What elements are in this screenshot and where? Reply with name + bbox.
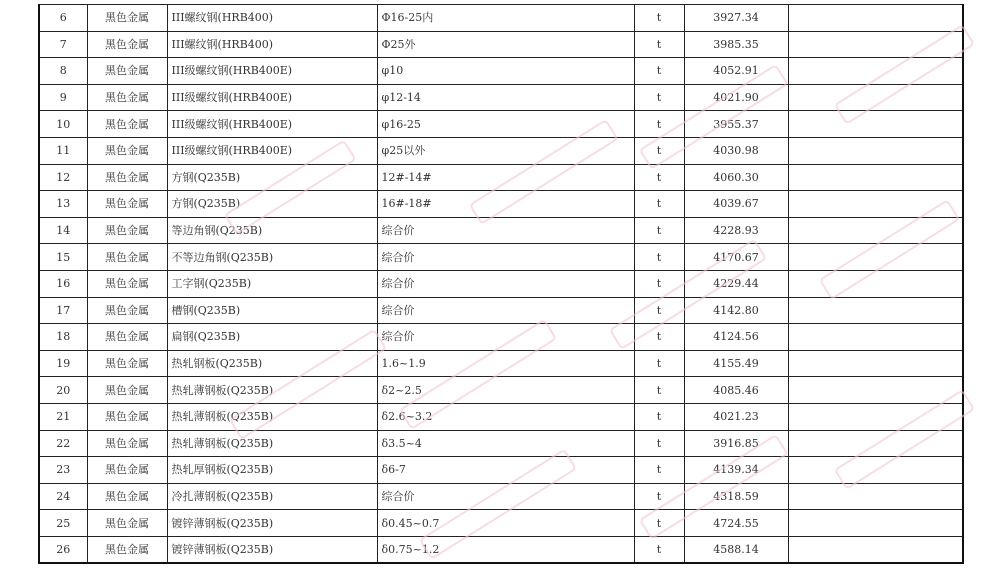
unit-cell: t bbox=[634, 350, 684, 377]
category-cell: 黑色金属 bbox=[87, 403, 167, 430]
category-cell: 黑色金属 bbox=[87, 297, 167, 324]
table-row bbox=[39, 244, 963, 271]
category-cell: 黑色金属 bbox=[87, 217, 167, 244]
material-name-cell: 不等边角钢(Q235B) bbox=[167, 244, 377, 271]
note-cell bbox=[788, 111, 963, 138]
price-cell: 4229.44 bbox=[684, 270, 788, 297]
note-cell bbox=[788, 5, 963, 32]
specification-cell: 综合价 bbox=[377, 324, 634, 351]
unit-cell: t bbox=[634, 536, 684, 563]
material-price-table bbox=[38, 4, 964, 564]
specification-cell: φ12-14 bbox=[377, 84, 634, 111]
price-cell: 4142.80 bbox=[684, 297, 788, 324]
specification-cell: 16#-18# bbox=[377, 191, 634, 218]
unit-cell: t bbox=[634, 430, 684, 457]
row-number: 13 bbox=[39, 191, 87, 218]
unit-cell: t bbox=[634, 137, 684, 164]
material-name-cell: 等边角钢(Q235B) bbox=[167, 217, 377, 244]
note-cell bbox=[788, 270, 963, 297]
table-row bbox=[39, 31, 963, 58]
note-cell bbox=[788, 403, 963, 430]
category-cell: 黑色金属 bbox=[87, 430, 167, 457]
material-name-cell: 镀锌薄钢板(Q235B) bbox=[167, 536, 377, 563]
note-cell bbox=[788, 58, 963, 85]
row-number: 14 bbox=[39, 217, 87, 244]
category-cell: 黑色金属 bbox=[87, 457, 167, 484]
material-name-cell: 方钢(Q235B) bbox=[167, 191, 377, 218]
row-number: 8 bbox=[39, 58, 87, 85]
category-cell: 黑色金属 bbox=[87, 350, 167, 377]
unit-cell: t bbox=[634, 5, 684, 32]
row-number: 21 bbox=[39, 403, 87, 430]
note-cell bbox=[788, 191, 963, 218]
table-row bbox=[39, 191, 963, 218]
table-row bbox=[39, 430, 963, 457]
note-cell bbox=[788, 483, 963, 510]
row-number: 25 bbox=[39, 510, 87, 537]
unit-cell: t bbox=[634, 58, 684, 85]
table-row bbox=[39, 137, 963, 164]
category-cell: 黑色金属 bbox=[87, 58, 167, 85]
unit-cell: t bbox=[634, 191, 684, 218]
material-name-cell: 工字钢(Q235B) bbox=[167, 270, 377, 297]
unit-cell: t bbox=[634, 324, 684, 351]
row-number: 24 bbox=[39, 483, 87, 510]
price-cell: 4139.34 bbox=[684, 457, 788, 484]
specification-cell: Φ25外 bbox=[377, 31, 634, 58]
specification-cell: δ0.45~0.7 bbox=[377, 510, 634, 537]
specification-cell: φ10 bbox=[377, 58, 634, 85]
material-name-cell: 热轧薄钢板(Q235B) bbox=[167, 377, 377, 404]
note-cell bbox=[788, 324, 963, 351]
material-name-cell: III级螺纹钢(HRB400E) bbox=[167, 111, 377, 138]
specification-cell: 综合价 bbox=[377, 217, 634, 244]
row-number: 17 bbox=[39, 297, 87, 324]
material-name-cell: 镀锌薄钢板(Q235B) bbox=[167, 510, 377, 537]
price-cell: 4039.67 bbox=[684, 191, 788, 218]
row-number: 18 bbox=[39, 324, 87, 351]
material-name-cell: III级螺纹钢(HRB400E) bbox=[167, 84, 377, 111]
category-cell: 黑色金属 bbox=[87, 31, 167, 58]
table-row bbox=[39, 164, 963, 191]
unit-cell: t bbox=[634, 377, 684, 404]
material-name-cell: III螺纹钢(HRB400) bbox=[167, 5, 377, 32]
price-cell: 4724.55 bbox=[684, 510, 788, 537]
table-body bbox=[39, 5, 963, 564]
price-cell: 4021.90 bbox=[684, 84, 788, 111]
material-name-cell: 热轧薄钢板(Q235B) bbox=[167, 430, 377, 457]
note-cell bbox=[788, 164, 963, 191]
table-row bbox=[39, 297, 963, 324]
table-row bbox=[39, 403, 963, 430]
category-cell: 黑色金属 bbox=[87, 377, 167, 404]
specification-cell: 综合价 bbox=[377, 244, 634, 271]
row-number: 11 bbox=[39, 137, 87, 164]
category-cell: 黑色金属 bbox=[87, 270, 167, 297]
category-cell: 黑色金属 bbox=[87, 5, 167, 32]
unit-cell: t bbox=[634, 297, 684, 324]
unit-cell: t bbox=[634, 510, 684, 537]
price-cell: 4052.91 bbox=[684, 58, 788, 85]
unit-cell: t bbox=[634, 111, 684, 138]
unit-cell: t bbox=[634, 403, 684, 430]
table-row bbox=[39, 457, 963, 484]
price-cell: 4060.30 bbox=[684, 164, 788, 191]
price-cell: 3927.34 bbox=[684, 5, 788, 32]
specification-cell: δ6-7 bbox=[377, 457, 634, 484]
price-cell: 4228.93 bbox=[684, 217, 788, 244]
price-cell: 4124.56 bbox=[684, 324, 788, 351]
unit-cell: t bbox=[634, 84, 684, 111]
category-cell: 黑色金属 bbox=[87, 244, 167, 271]
row-number: 19 bbox=[39, 350, 87, 377]
note-cell bbox=[788, 457, 963, 484]
material-name-cell: III级螺纹钢(HRB400E) bbox=[167, 137, 377, 164]
unit-cell: t bbox=[634, 31, 684, 58]
row-number: 22 bbox=[39, 430, 87, 457]
note-cell bbox=[788, 350, 963, 377]
note-cell bbox=[788, 217, 963, 244]
row-number: 6 bbox=[39, 5, 87, 32]
price-cell: 3916.85 bbox=[684, 430, 788, 457]
specification-cell: 综合价 bbox=[377, 297, 634, 324]
row-number: 23 bbox=[39, 457, 87, 484]
note-cell bbox=[788, 84, 963, 111]
material-name-cell: 热轧钢板(Q235B) bbox=[167, 350, 377, 377]
note-cell bbox=[788, 377, 963, 404]
unit-cell: t bbox=[634, 244, 684, 271]
price-cell: 4170.67 bbox=[684, 244, 788, 271]
table-row bbox=[39, 5, 963, 32]
price-cell: 4588.14 bbox=[684, 536, 788, 563]
category-cell: 黑色金属 bbox=[87, 536, 167, 563]
specification-cell: δ2~2.5 bbox=[377, 377, 634, 404]
note-cell bbox=[788, 430, 963, 457]
material-name-cell: 槽钢(Q235B) bbox=[167, 297, 377, 324]
table-row bbox=[39, 84, 963, 111]
material-name-cell: 扁钢(Q235B) bbox=[167, 324, 377, 351]
category-cell: 黑色金属 bbox=[87, 483, 167, 510]
table-row bbox=[39, 58, 963, 85]
material-name-cell: 冷扎薄钢板(Q235B) bbox=[167, 483, 377, 510]
price-cell: 4030.98 bbox=[684, 137, 788, 164]
note-cell bbox=[788, 536, 963, 563]
price-cell: 4085.46 bbox=[684, 377, 788, 404]
row-number: 7 bbox=[39, 31, 87, 58]
material-name-cell: III级螺纹钢(HRB400E) bbox=[167, 58, 377, 85]
material-name-cell: 热轧厚钢板(Q235B) bbox=[167, 457, 377, 484]
material-name-cell: 热轧薄钢板(Q235B) bbox=[167, 403, 377, 430]
note-cell bbox=[788, 137, 963, 164]
specification-cell: φ25以外 bbox=[377, 137, 634, 164]
row-number: 15 bbox=[39, 244, 87, 271]
price-cell: 4318.59 bbox=[684, 483, 788, 510]
specification-cell: 1.6~1.9 bbox=[377, 350, 634, 377]
table-row bbox=[39, 377, 963, 404]
table-row bbox=[39, 270, 963, 297]
row-number: 10 bbox=[39, 111, 87, 138]
row-number: 16 bbox=[39, 270, 87, 297]
specification-cell: φ16-25 bbox=[377, 111, 634, 138]
row-number: 12 bbox=[39, 164, 87, 191]
note-cell bbox=[788, 510, 963, 537]
category-cell: 黑色金属 bbox=[87, 324, 167, 351]
category-cell: 黑色金属 bbox=[87, 111, 167, 138]
category-cell: 黑色金属 bbox=[87, 137, 167, 164]
row-number: 20 bbox=[39, 377, 87, 404]
table-row bbox=[39, 350, 963, 377]
unit-cell: t bbox=[634, 270, 684, 297]
unit-cell: t bbox=[634, 483, 684, 510]
specification-cell: 12#-14# bbox=[377, 164, 634, 191]
category-cell: 黑色金属 bbox=[87, 510, 167, 537]
unit-cell: t bbox=[634, 457, 684, 484]
material-name-cell: III螺纹钢(HRB400) bbox=[167, 31, 377, 58]
table-row bbox=[39, 324, 963, 351]
table-row bbox=[39, 111, 963, 138]
note-cell bbox=[788, 297, 963, 324]
specification-cell: δ0.75~1.2 bbox=[377, 536, 634, 563]
price-cell: 3955.37 bbox=[684, 111, 788, 138]
price-cell: 4021.23 bbox=[684, 403, 788, 430]
price-cell: 3985.35 bbox=[684, 31, 788, 58]
specification-cell: δ2.6~3.2 bbox=[377, 403, 634, 430]
note-cell bbox=[788, 244, 963, 271]
row-number: 9 bbox=[39, 84, 87, 111]
row-number: 26 bbox=[39, 536, 87, 563]
category-cell: 黑色金属 bbox=[87, 191, 167, 218]
note-cell bbox=[788, 31, 963, 58]
unit-cell: t bbox=[634, 164, 684, 191]
table-row bbox=[39, 483, 963, 510]
table-row bbox=[39, 536, 963, 563]
specification-cell: 综合价 bbox=[377, 270, 634, 297]
specification-cell: δ3.5~4 bbox=[377, 430, 634, 457]
material-name-cell: 方钢(Q235B) bbox=[167, 164, 377, 191]
category-cell: 黑色金属 bbox=[87, 164, 167, 191]
specification-cell: Φ16-25内 bbox=[377, 5, 634, 32]
price-cell: 4155.49 bbox=[684, 350, 788, 377]
category-cell: 黑色金属 bbox=[87, 84, 167, 111]
table-row bbox=[39, 510, 963, 537]
specification-cell: 综合价 bbox=[377, 483, 634, 510]
table-row bbox=[39, 217, 963, 244]
unit-cell: t bbox=[634, 217, 684, 244]
